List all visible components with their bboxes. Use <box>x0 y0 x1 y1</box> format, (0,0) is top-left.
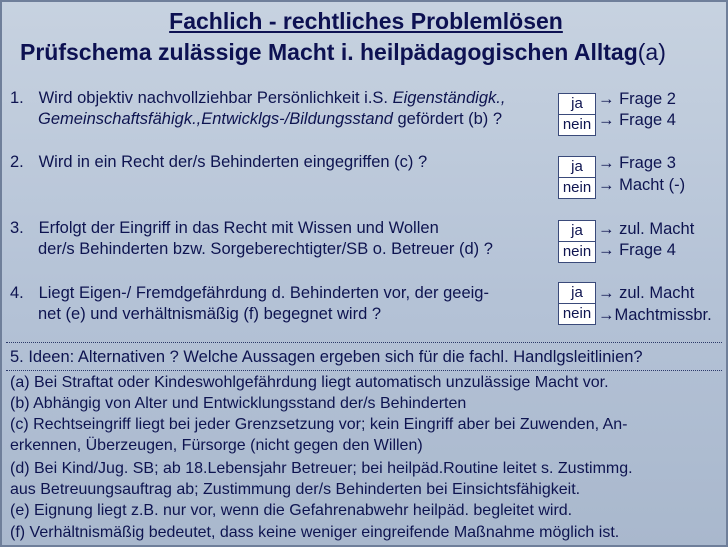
no-answer-2: → Macht (-) <box>598 176 686 194</box>
no-label: nein <box>559 177 595 198</box>
no-label: nein <box>559 303 595 324</box>
answer-box-1 <box>558 93 596 136</box>
question-text: Erfolgt der Eingriff in das Recht mit Wissen und Wollen <box>38 219 439 237</box>
question-2 <box>10 152 427 173</box>
no-label: nein <box>559 241 595 262</box>
yes-answer-1: → Frage 2 <box>598 90 676 108</box>
yes-answer-2: → Frage 3 <box>598 154 676 172</box>
question-4 <box>10 283 489 325</box>
yes-answer-3: → zul. Macht <box>598 220 695 238</box>
footnote-b: (b) Abhängig von Alter und Entwicklungsstand der/s Behinderten <box>10 395 467 412</box>
subtitle-suffix: (a) <box>637 39 666 65</box>
subtitle-text: Prüfschema zulässige Macht i. heilpädagogischen Alltag <box>20 39 638 65</box>
question-text: Wird objektiv nachvollziehbar Persönlichkeit i.S. <box>38 89 393 107</box>
question-number: 4. <box>10 284 24 302</box>
question-text: der/s Behinderten bzw. Sorgeberechtigter/SB o. Betreuer (d) ? <box>38 240 493 258</box>
question-text: net (e) und verhältnismäßig (f) begegnet wird ? <box>38 305 382 323</box>
footnote-d-cont: aus Betreuungsauftrag ab; Zustimmung der/s Behinderten bei Einsichtsfähigkeit. <box>10 481 581 498</box>
divider <box>6 342 722 343</box>
question-text: Wird in ein Recht der/s Behinderten eingegriffen (c) ? <box>38 153 428 171</box>
question-3 <box>10 218 493 260</box>
yes-answer-4: → zul. Macht <box>598 284 695 302</box>
question-number: 3. <box>10 219 24 237</box>
page-subtitle <box>20 39 720 66</box>
question-text: gefördert (b) ? <box>392 110 503 128</box>
footnote-c: (c) Rechtseingriff liegt bei jeder Grenzsetzung vor; kein Eingriff aber bei Zuwenden, An- <box>10 416 628 433</box>
question-text: Liegt Eigen-/ Fremdgefährdung d. Behinderten vor, der geeig- <box>38 284 489 302</box>
footnote-e: (e) Eignung liegt z.B. nur vor, wenn die Gefahrenabwehr heilpäd. begleitet wird. <box>10 502 573 519</box>
no-answer-1: → Frage 4 <box>598 111 676 129</box>
question-number: 1. <box>10 89 24 107</box>
footnote-a: (a) Bei Straftat oder Kindeswohlgefährdung liegt automatisch unzulässige Macht vor. <box>10 374 609 391</box>
no-answer-3: → Frage 4 <box>598 241 676 259</box>
divider <box>6 370 722 371</box>
question-text-italic: Eigenständigk., <box>392 89 506 107</box>
footnote-c-cont: erkennen, Überzeugen, Fürsorge (nicht gegen den Willen) <box>10 437 423 454</box>
footnote-d: (d) Bei Kind/Jug. SB; ab 18.Lebensjahr Betreuer; bei heilpäd.Routine leitet s. Zustimmg. <box>10 460 633 477</box>
yes-label: ja <box>571 222 583 239</box>
page-title: Fachlich - rechtliches Problemlösen <box>169 8 563 34</box>
answer-box-3 <box>558 220 596 263</box>
footnote-f: (f) Verhältnismäßig bedeutet, dass keine weniger eingreifende Maßnahme möglich ist. <box>10 524 620 541</box>
no-answer-4: →Machtmissbr. <box>598 306 712 324</box>
yes-label: ja <box>571 158 583 175</box>
yes-label: ja <box>571 284 583 301</box>
question-5: 5. Ideen: Alternativen ? Welche Aussagen ergeben sich für die fachl. Handlgsleitlinien? <box>10 348 643 366</box>
question-1 <box>10 88 505 130</box>
no-label: nein <box>559 114 595 135</box>
question-number: 2. <box>10 153 24 171</box>
yes-label: ja <box>571 95 583 112</box>
answer-box-2 <box>558 156 596 199</box>
answer-box-4 <box>558 282 596 325</box>
question-text-italic: Gemeinschaftsfähigk.,Entwicklgs-/Bildungsstand <box>38 110 393 128</box>
